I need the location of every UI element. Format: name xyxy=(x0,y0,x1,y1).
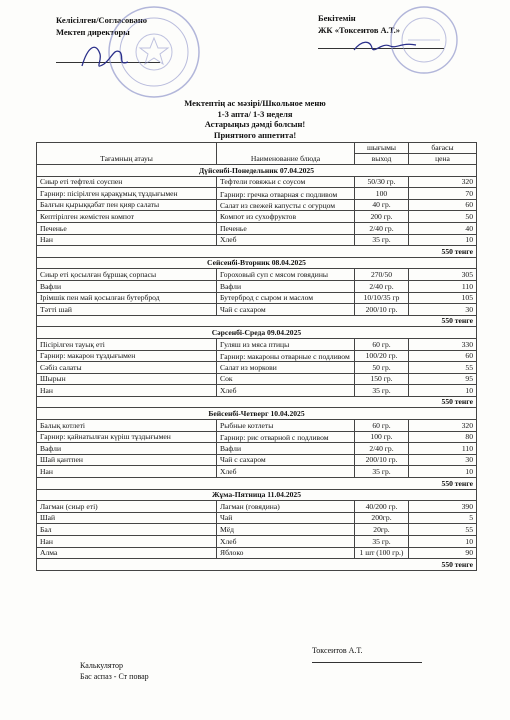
table-row xyxy=(37,362,477,374)
table-row xyxy=(37,304,477,316)
dish-name-ru: Хлеб xyxy=(217,234,355,246)
agreed-label: Келісілген/Согласовано xyxy=(56,15,148,25)
dish-name-ru: Печенье xyxy=(217,222,355,234)
dish-output: 60 гр. xyxy=(355,338,409,350)
table-row xyxy=(37,188,477,200)
dish-output: 35 гр. xyxy=(355,234,409,246)
dish-name-ru: Сок xyxy=(217,373,355,385)
table-row xyxy=(37,350,477,362)
table-row xyxy=(37,234,477,246)
dish-price: 80 xyxy=(409,431,477,443)
dish-name-kz: Ірімшік пен май қосылған бутерброд xyxy=(37,292,217,304)
dish-name-ru: Хлеб xyxy=(217,536,355,548)
dish-price: 110 xyxy=(409,443,477,455)
dish-name-ru: Гарнир: рис отварной с подливом xyxy=(217,431,355,443)
dish-price: 10 xyxy=(409,234,477,246)
chef-label: Бас аспаз - Ст повар xyxy=(80,672,149,681)
day-title: Бейсенбі-Четверг 10.04.2025 xyxy=(37,408,477,420)
table-row xyxy=(37,176,477,188)
day-total-row xyxy=(37,478,477,490)
dish-name-kz: Кептірілген жемістен компот xyxy=(37,211,217,223)
dish-output: 200/10 гр. xyxy=(355,304,409,316)
dish-output: 150 гр. xyxy=(355,373,409,385)
table-row xyxy=(37,269,477,281)
dish-name-ru: Яблоко xyxy=(217,547,355,559)
dish-name-kz: Сиыр еті қосылған бұршақ сорпасы xyxy=(37,269,217,281)
dish-price: 305 xyxy=(409,269,477,281)
dish-price: 50 xyxy=(409,211,477,223)
dish-output: 270/50 xyxy=(355,269,409,281)
column-header-kz: Тағамның атауы xyxy=(37,143,217,165)
dish-name-ru: Вафли xyxy=(217,443,355,455)
column-header-price-ru: цена xyxy=(409,154,477,165)
menu-table-body xyxy=(37,165,477,571)
dish-price: 55 xyxy=(409,362,477,374)
dish-name-kz: Шай қантпен xyxy=(37,454,217,466)
table-row xyxy=(37,547,477,559)
dish-name-kz: Тәтті шай xyxy=(37,304,217,316)
dish-name-ru: Гуляш из мяса птицы xyxy=(217,338,355,350)
dish-name-ru: Хлеб xyxy=(217,385,355,397)
dish-output: 35 гр. xyxy=(355,466,409,478)
table-row xyxy=(37,501,477,513)
day-title: Сейсенбі-Вторник 08.04.2025 xyxy=(37,257,477,269)
approver-signature xyxy=(350,36,420,56)
dish-output: 60 гр. xyxy=(355,420,409,432)
dish-price: 110 xyxy=(409,280,477,292)
column-header-output-ru: выход xyxy=(355,154,409,165)
dish-output: 2/40 гр. xyxy=(355,222,409,234)
dish-name-ru: Мёд xyxy=(217,524,355,536)
table-row xyxy=(37,431,477,443)
table-row xyxy=(37,199,477,211)
table-row xyxy=(37,536,477,548)
dish-price: 40 xyxy=(409,222,477,234)
dish-name-ru: Гороховый суп с мясом говядины xyxy=(217,269,355,281)
dish-output: 2/40 гр. xyxy=(355,280,409,292)
footer-left xyxy=(80,660,149,682)
dish-price: 60 xyxy=(409,199,477,211)
day-total-row xyxy=(37,315,477,327)
dish-name-ru: Гарнир: гречка отварная с подливом xyxy=(217,188,355,200)
table-row xyxy=(37,385,477,397)
dish-name-kz: Нан xyxy=(37,536,217,548)
dish-name-ru: Чай с сахаром xyxy=(217,304,355,316)
school-director-label: Мектеп директоры xyxy=(56,27,130,37)
day-total: 550 тенге xyxy=(37,478,477,490)
dish-price: 55 xyxy=(409,524,477,536)
dish-output: 200гр. xyxy=(355,512,409,524)
table-row xyxy=(37,454,477,466)
table-row xyxy=(37,211,477,223)
day-header-row xyxy=(37,408,477,420)
dish-name-ru: Бутерброд с сыром и маслом xyxy=(217,292,355,304)
dish-price: 30 xyxy=(409,304,477,316)
menu-title-line3: Астарыңыз дәмді болсын! xyxy=(204,119,306,129)
dish-output: 2/40 гр. xyxy=(355,443,409,455)
table-row xyxy=(37,524,477,536)
table-row xyxy=(37,373,477,385)
calculator-label: Калькулятор xyxy=(80,661,123,670)
dish-output: 100 xyxy=(355,188,409,200)
dish-price: 30 xyxy=(409,454,477,466)
day-total: 550 тенге xyxy=(37,315,477,327)
dish-name-ru: Тефтели говяжьи с соусом xyxy=(217,176,355,188)
dish-price: 330 xyxy=(409,338,477,350)
day-total: 550 тенге xyxy=(37,246,477,258)
menu-title-line2: 1-3 апта/ 1-3 неделя xyxy=(217,108,293,119)
table-row xyxy=(37,222,477,234)
dish-output: 200 гр. xyxy=(355,211,409,223)
dish-name-kz: Балық котлеті xyxy=(37,420,217,432)
dish-name-kz: Вафли xyxy=(37,280,217,292)
dish-name-ru: Гарнир: макароны отварные с подливом xyxy=(217,350,355,362)
dish-name-kz: Гарнир: макарон тұздығымен xyxy=(37,350,217,362)
dish-name-ru: Салат из моркови xyxy=(217,362,355,374)
dish-price: 10 xyxy=(409,466,477,478)
dish-name-kz: Вафли xyxy=(37,443,217,455)
dish-price: 5 xyxy=(409,512,477,524)
table-row xyxy=(37,512,477,524)
day-title: Дүйсенбі-Понедельник 07.04.2025 xyxy=(37,165,477,177)
dish-name-kz: Нан xyxy=(37,234,217,246)
dish-name-kz: Шырын xyxy=(37,373,217,385)
day-total-row xyxy=(37,246,477,258)
dish-price: 10 xyxy=(409,536,477,548)
approve-label: Бекітемін xyxy=(318,13,356,23)
day-total: 550 тенге xyxy=(37,396,477,408)
column-header-output-kz: шығымы xyxy=(355,143,409,154)
day-header-row xyxy=(37,489,477,501)
dish-name-ru: Чай с сахаром xyxy=(217,454,355,466)
table-row xyxy=(37,420,477,432)
dish-name-ru: Компот из сухофруктов xyxy=(217,211,355,223)
dish-name-kz: Гарнир: пісірілген қарақұмық тұздығымен xyxy=(37,188,217,200)
day-title: Сәрсенбі-Среда 09.04.2025 xyxy=(37,327,477,339)
menu-title-line4: Приятного аппетита! xyxy=(213,129,297,140)
table-row xyxy=(37,292,477,304)
approver-name: ЖК «Токсеитов А.Т.» xyxy=(318,25,400,35)
dish-name-kz: Нан xyxy=(37,385,217,397)
day-total: 550 тенге xyxy=(37,559,477,571)
menu-table xyxy=(36,142,477,571)
dish-output: 200/10 гр. xyxy=(355,454,409,466)
dish-output: 50/30 гр. xyxy=(355,176,409,188)
dish-name-ru: Хлеб xyxy=(217,466,355,478)
dish-name-ru: Рыбные котлеты xyxy=(217,420,355,432)
dish-output: 100 гр. xyxy=(355,431,409,443)
day-total-row xyxy=(37,396,477,408)
dish-price: 10 xyxy=(409,385,477,397)
table-row xyxy=(37,466,477,478)
dish-name-ru: Салат из свежей капусты с огурцом xyxy=(217,199,355,211)
director-signature xyxy=(74,36,134,76)
dish-name-kz: Балғын қырыққабат пен қияр салаты xyxy=(37,199,217,211)
dish-price: 320 xyxy=(409,420,477,432)
footer-signer-name: Токсеитов А.Т. xyxy=(312,646,363,655)
column-header-ru: Наименование блюда xyxy=(217,143,355,165)
dish-output: 35 гр. xyxy=(355,536,409,548)
dish-output: 40/200 гр. xyxy=(355,501,409,513)
dish-price: 95 xyxy=(409,373,477,385)
day-total-row xyxy=(37,559,477,571)
day-header-row xyxy=(37,327,477,339)
dish-output: 1 шт (100 гр.) xyxy=(355,547,409,559)
day-header-row xyxy=(37,257,477,269)
table-row xyxy=(37,443,477,455)
table-header-row xyxy=(37,143,477,154)
dish-name-kz: Нан xyxy=(37,466,217,478)
dish-price: 390 xyxy=(409,501,477,513)
dish-name-kz: Шай xyxy=(37,512,217,524)
dish-price: 60 xyxy=(409,350,477,362)
dish-name-ru: Вафли xyxy=(217,280,355,292)
dish-price: 70 xyxy=(409,188,477,200)
day-header-row xyxy=(37,165,477,177)
dish-output: 50 гр. xyxy=(355,362,409,374)
dish-output: 40 гр. xyxy=(355,199,409,211)
menu-title-line1: Мектептің ас мәзірі/Школьное меню xyxy=(184,98,326,108)
menu-title xyxy=(150,98,360,140)
column-header-price-kz: бағасы xyxy=(409,143,477,154)
dish-name-kz: Печенье xyxy=(37,222,217,234)
dish-name-kz: Алма xyxy=(37,547,217,559)
dish-output: 10/10/35 гр xyxy=(355,292,409,304)
dish-name-ru: Лагман (говядина) xyxy=(217,501,355,513)
dish-output: 100/20 гр. xyxy=(355,350,409,362)
dish-output: 20гр. xyxy=(355,524,409,536)
dish-name-kz: Лагман (сиыр еті) xyxy=(37,501,217,513)
dish-output: 35 гр. xyxy=(355,385,409,397)
table-row xyxy=(37,280,477,292)
dish-name-kz: Сиыр еті тефтелі соуспен xyxy=(37,176,217,188)
dish-price: 90 xyxy=(409,547,477,559)
footer-signature-line xyxy=(312,662,422,663)
dish-name-ru: Чай xyxy=(217,512,355,524)
table-row xyxy=(37,338,477,350)
dish-name-kz: Бал xyxy=(37,524,217,536)
dish-price: 320 xyxy=(409,176,477,188)
day-title: Жұма-Пятница 11.04.2025 xyxy=(37,489,477,501)
dish-name-kz: Гарнир: қайнатылған күріш тұздығымен xyxy=(37,431,217,443)
dish-name-kz: Сәбіз салаты xyxy=(37,362,217,374)
dish-price: 105 xyxy=(409,292,477,304)
dish-name-kz: Пісірілген тауық еті xyxy=(37,338,217,350)
